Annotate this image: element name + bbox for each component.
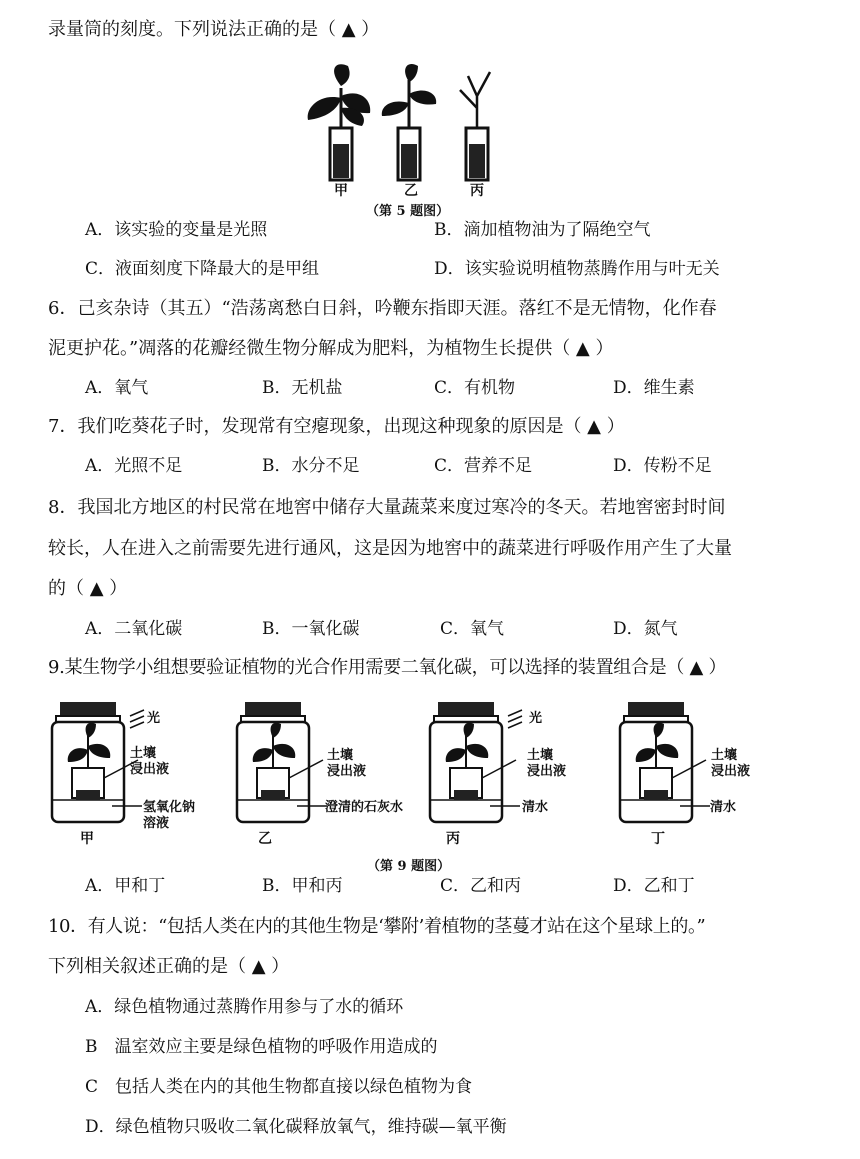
q7-option-a: A．光照不足 [85,456,183,476]
jar-yi-soil2: 浸出液 [327,764,367,779]
q6-option-a: A．氧气 [85,378,149,398]
jar-ding-drawing [620,702,710,822]
q10-option-d: D．绿色植物只吸收二氧化碳释放氧气，维持碳—氧平衡 [85,1117,507,1137]
jar-bing-drawing [430,702,522,822]
fig5-caption: （第 5 题图） [366,204,450,219]
jar-ding-soil1: 土壤 [711,748,738,763]
jar-label-jia: 甲 [80,831,94,847]
jar-ding-soil2: 浸出液 [711,764,751,779]
q7-option-d: D．传粉不足 [613,456,712,476]
q9-option-a: A．甲和丁 [85,876,166,896]
q8-option-b: B．一氧化碳 [262,619,360,639]
jar-bing-light: 光 [529,711,543,726]
q7-option-c: C．营养不足 [434,456,533,476]
q5-option-c: C．液面刻度下降最大的是甲组 [85,259,320,279]
jar-jia-naoh1: 氢氧化钠 [143,800,196,815]
jar-bing-soil1: 土壤 [527,748,554,763]
fig9-caption: （第 9 题图） [367,859,451,874]
q6-option-d: D．维生素 [613,378,695,398]
jar-label-yi: 乙 [258,831,272,847]
jar-bing-soil2: 浸出液 [527,764,567,779]
q9-option-d: D．乙和丁 [613,876,695,896]
q6-line1: 6．己亥杂诗（其五）“浩荡离愁白日斜，吟鞭东指即天涯。落红不是无情物，化作春 [48,298,717,319]
q10-line2: 下列相关叙述正确的是（ ▲ ） [48,956,290,977]
jar-bing-water: 清水 [522,800,549,815]
plant-bing [460,72,490,180]
q6-option-c: C．有机物 [434,378,516,398]
plant-jia [308,64,371,180]
q5-option-d: D．该实验说明植物蒸腾作用与叶无关 [434,259,720,279]
jar-label-bing: 丙 [446,831,460,847]
jar-jia-soil2: 浸出液 [130,762,170,777]
jar-yi-soil1: 土壤 [327,748,354,763]
q5-intro: 录量筒的刻度。下列说法正确的是（ ▲ ） [48,19,380,40]
q5-option-a: A．该实验的变量是光照 [85,220,268,240]
q8-line1: 8．我国北方地区的村民常在地窖中储存大量蔬菜来度过寒冷的冬天。若地窖密封时间 [48,497,726,518]
q7-line1: 7．我们吃葵花子时，发现常有空瘪现象，出现这种现象的原因是（ ▲ ） [48,416,625,437]
q10-option-c: C 包括人类在内的其他生物都直接以绿色植物为食 [85,1077,473,1097]
plant-yi [382,64,436,180]
fig5-label-bing: 丙 [470,183,484,199]
q9-line1: 9.某生物学小组想要验证植物的光合作用需要二氧化碳，可以选择的装置组合是（ ▲ ） [48,657,727,678]
q10-option-b: B 温室效应主要是绿色植物的呼吸作用造成的 [85,1037,438,1057]
q6-option-b: B．无机盐 [262,378,343,398]
q9-option-c: C．乙和丙 [440,876,522,896]
q8-option-a: A．二氧化碳 [85,619,183,639]
jar-jia-soil1: 土壤 [130,746,157,761]
q5-option-b: B．滴加植物油为了隔绝空气 [434,220,651,240]
q8-line3: 的（ ▲ ） [48,578,128,599]
jar-ding-water: 清水 [710,800,737,815]
q8-line2: 较长，人在进入之前需要先进行通风，这是因为地窖中的蔬菜进行呼吸作用产生了大量 [48,538,732,559]
q7-option-b: B．水分不足 [262,456,360,476]
jar-label-ding: 丁 [651,831,665,847]
jar-jia-naoh2: 溶液 [143,816,170,831]
q10-line1: 10．有人说：“包括人类在内的其他生物是‘攀附’着植物的茎蔓才站在这个星球上的。” [48,916,706,937]
q9-option-b: B．甲和丙 [262,876,343,896]
q8-option-c: C．氧气 [440,619,505,639]
fig5-label-yi: 乙 [404,183,418,199]
q8-option-d: D．氮气 [613,619,678,639]
jar-jia-light: 光 [147,711,161,726]
q6-line2: 泥更护花。”凋落的花瓣经微生物分解成为肥料，为植物生长提供（ ▲ ） [48,338,614,359]
jar-yi-drawing [237,702,327,822]
q10-option-a: A．绿色植物通过蒸腾作用参与了水的循环 [85,997,404,1017]
fig5-label-jia: 甲 [334,183,348,199]
figure-5-plants [300,58,530,198]
jar-yi-limewater: 澄清的石灰水 [325,800,404,815]
